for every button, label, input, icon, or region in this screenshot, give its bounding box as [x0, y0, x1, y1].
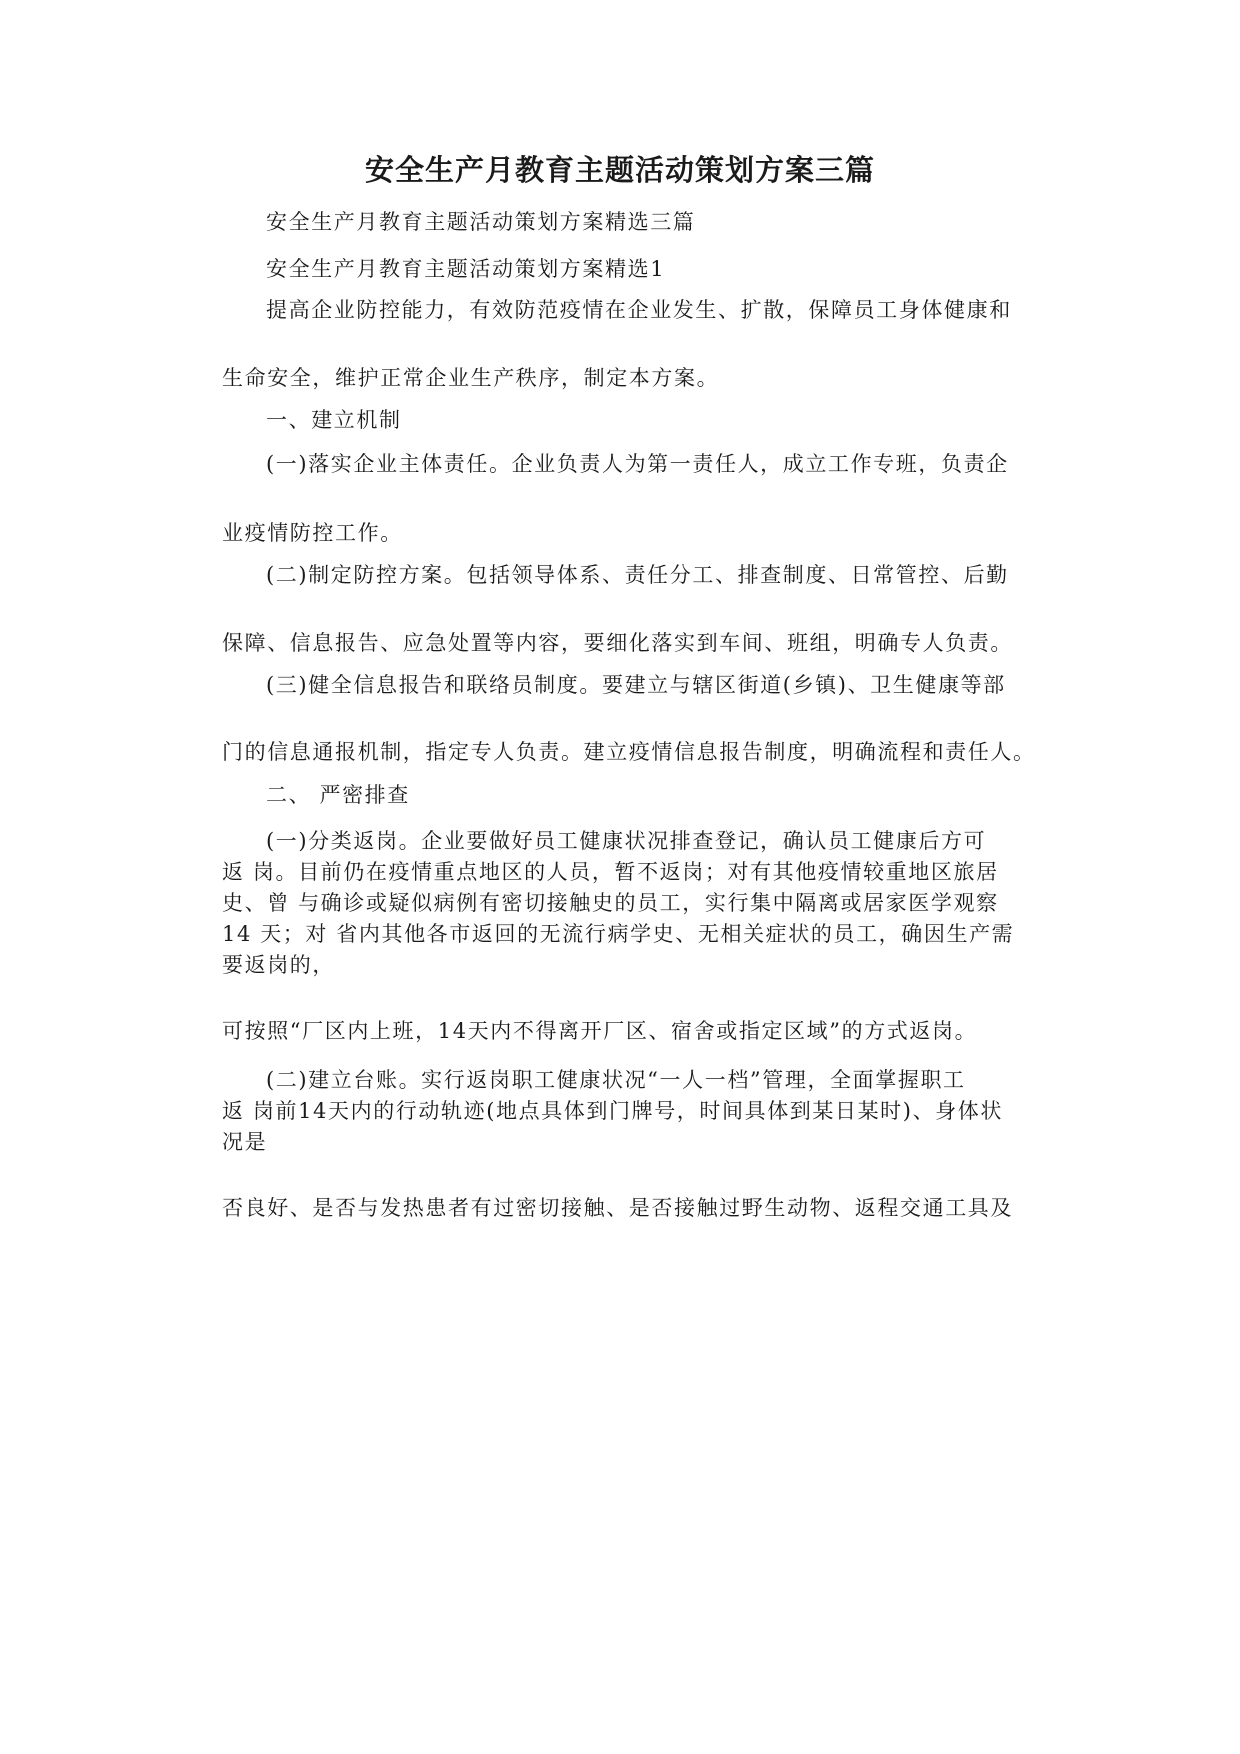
paragraph-line: 返 岗前14天内的行动轨迹(地点具体到门牌号，时间具体到某日某时)、身体状 — [222, 1099, 1003, 1123]
heading-strict-screening: 二、 严密排查 — [266, 783, 410, 807]
paragraph-line: 返 岗。目前仍在疫情重点地区的人员，暂不返岗；对有其他疫情较重地区旅居 — [222, 860, 999, 884]
paragraph-line: 保障、信息报告、应急处置等内容，要细化落实到车间、班组，明确专人负责。 — [222, 631, 1013, 655]
paragraph-line: 提高企业防控能力，有效防范疫情在企业发生、扩散，保障员工身体健康和 — [266, 298, 1012, 322]
paragraph-line: (一)分类返岗。企业要做好员工健康状况排查登记，确认员工健康后方可 — [266, 829, 987, 853]
section-heading-1: 安全生产月教育主题活动策划方案精选1 — [266, 257, 666, 281]
paragraph-line: (一)落实企业主体责任。企业负责人为第一责任人，成立工作专班，负责企 — [266, 452, 1009, 476]
paragraph-line: 况是 — [222, 1130, 268, 1154]
subtitle-line: 安全生产月教育主题活动策划方案精选三篇 — [266, 210, 696, 234]
paragraph-line: (三)健全信息报告和联络员制度。要建立与辖区街道(乡镇)、卫生健康等部 — [266, 673, 1006, 697]
paragraph-line: 史、曾 与确诊或疑似病例有密切接触史的员工，实行集中隔离或居家医学观察 — [222, 891, 999, 915]
paragraph-line: 门的信息通报机制，指定专人负责。建立疫情信息报告制度，明确流程和责任人。 — [222, 740, 1036, 764]
document-title: 安全生产月教育主题活动策划方案三篇 — [364, 153, 875, 187]
paragraph-line: (二)制定防控方案。包括领导体系、责任分工、排查制度、日常管控、后勤 — [266, 563, 1009, 587]
paragraph-line: (二)建立台账。实行返岗职工健康状况“一人一档”管理，全面掌握职工 — [266, 1068, 966, 1092]
paragraph-line: 否良好、是否与发热患者有过密切接触、是否接触过野生动物、返程交通工具及 — [222, 1196, 1013, 1220]
heading-establish-mechanism: 一、建立机制 — [266, 408, 402, 432]
paragraph-line: 要返岗的， — [222, 953, 335, 977]
paragraph-line: 14 天；对 省内其他各市返回的无流行病学史、无相关症状的员工，确因生产需 — [222, 922, 1015, 946]
paragraph-line: 业疫情防控工作。 — [222, 521, 403, 545]
paragraph-line: 生命安全，维护正常企业生产秩序，制定本方案。 — [222, 366, 720, 390]
paragraph-line: 可按照“厂区内上班，14天内不得离开厂区、宿舍或指定区域”的方式返岗。 — [222, 1019, 978, 1043]
